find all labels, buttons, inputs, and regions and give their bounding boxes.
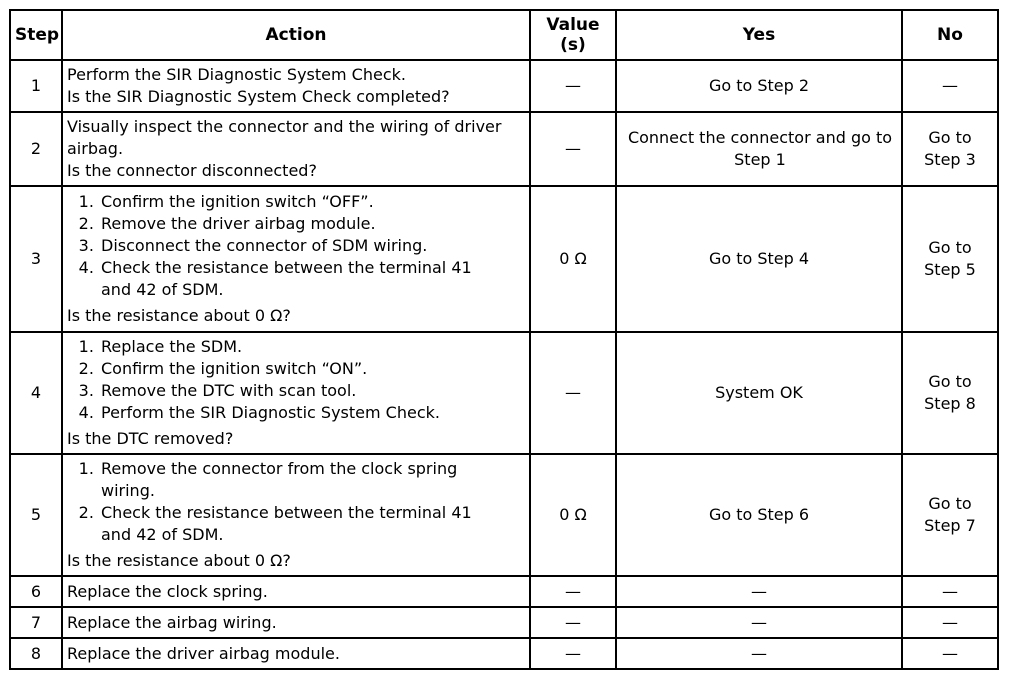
- header-step: Step: [10, 10, 62, 60]
- no-cell: [902, 454, 998, 576]
- no-text: Go to Step 3: [924, 128, 976, 169]
- action-steps-list: [67, 458, 525, 546]
- action-cell: Replace the airbag wiring.: [62, 607, 530, 638]
- value-cell: —: [530, 112, 616, 186]
- table-row: [10, 332, 998, 454]
- action-steps-list: [67, 336, 525, 424]
- value-cell: —: [530, 332, 616, 454]
- table-row: [10, 186, 998, 332]
- list-item: 3. Disconnect the connector of SDM wiring.: [99, 235, 525, 257]
- list-item: 4. Perform the SIR Diagnostic System Check.: [99, 402, 525, 424]
- action-steps-list: [67, 191, 525, 301]
- value-cell: —: [530, 638, 616, 669]
- no-cell: —: [902, 60, 998, 112]
- action-question: Is the DTC removed?: [67, 429, 234, 448]
- table-row: [10, 576, 998, 607]
- no-cell: —: [902, 638, 998, 669]
- no-text: Go to Step 7: [924, 494, 976, 535]
- step-number: 1: [10, 60, 62, 112]
- action-cell: [62, 186, 530, 332]
- step-number: 7: [10, 607, 62, 638]
- yes-cell: System OK: [616, 332, 902, 454]
- no-cell: [902, 186, 998, 332]
- value-cell: 0 Ω: [530, 454, 616, 576]
- step-number: 4: [10, 332, 62, 454]
- yes-cell: —: [616, 607, 902, 638]
- list-item: 2. Remove the driver airbag module.: [99, 213, 525, 235]
- yes-cell: Go to Step 6: [616, 454, 902, 576]
- step-number: 3: [10, 186, 62, 332]
- list-item: 1. Confirm the ignition switch “OFF”.: [99, 191, 525, 213]
- action-text: Visually inspect the connector and the wiring of driver airbag.: [67, 117, 502, 158]
- header-action: Action: [62, 10, 530, 60]
- yes-cell: [616, 112, 902, 186]
- list-item: 1. Remove the connector from the clock spring wiring.: [99, 458, 511, 502]
- action-question: Is the SIR Diagnostic System Check completed?: [67, 87, 450, 106]
- header-yes: Yes: [616, 10, 902, 60]
- yes-cell: Go to Step 4: [616, 186, 902, 332]
- no-text: Go to Step 5: [924, 238, 976, 279]
- no-cell: —: [902, 607, 998, 638]
- action-cell: [62, 60, 530, 112]
- list-item: 3. Remove the DTC with scan tool.: [99, 380, 525, 402]
- action-cell: Replace the clock spring.: [62, 576, 530, 607]
- action-question: Is the resistance about 0 Ω?: [67, 306, 291, 325]
- list-item: 2. Confirm the ignition switch “ON”.: [99, 358, 525, 380]
- action-cell: [62, 332, 530, 454]
- action-cell: [62, 454, 530, 576]
- yes-cell: —: [616, 638, 902, 669]
- list-item: 1. Replace the SDM.: [99, 336, 525, 358]
- action-question: Is the connector disconnected?: [67, 161, 317, 180]
- no-text: Go to Step 8: [924, 372, 976, 413]
- step-number: 8: [10, 638, 62, 669]
- yes-cell: —: [616, 576, 902, 607]
- header-value: [530, 10, 616, 60]
- action-text: Perform the SIR Diagnostic System Check.: [67, 65, 406, 84]
- value-cell: —: [530, 607, 616, 638]
- action-cell: [62, 112, 530, 186]
- list-item: 2. Check the resistance between the terminal 41 and 42 of SDM.: [99, 502, 491, 546]
- yes-text: Connect the connector and go to Step 1: [627, 128, 893, 169]
- table-header-row: [10, 10, 998, 60]
- step-number: 2: [10, 112, 62, 186]
- step-number: 5: [10, 454, 62, 576]
- list-item: 4. Check the resistance between the terminal 41 and 42 of SDM.: [99, 257, 491, 301]
- value-cell: 0 Ω: [530, 186, 616, 332]
- value-cell: —: [530, 576, 616, 607]
- table-row: [10, 112, 998, 186]
- diagnostic-table-container: [9, 9, 997, 671]
- header-no: No: [902, 10, 998, 60]
- table-row: [10, 454, 998, 576]
- no-cell: [902, 112, 998, 186]
- table-row: [10, 607, 998, 638]
- table-row: [10, 60, 998, 112]
- yes-cell: Go to Step 2: [616, 60, 902, 112]
- step-number: 6: [10, 576, 62, 607]
- diagnostic-table: [9, 9, 999, 670]
- no-cell: [902, 332, 998, 454]
- action-question: Is the resistance about 0 Ω?: [67, 551, 291, 570]
- value-cell: —: [530, 60, 616, 112]
- no-cell: —: [902, 576, 998, 607]
- action-cell: Replace the driver airbag module.: [62, 638, 530, 669]
- table-row: [10, 638, 998, 669]
- header-value-label: Value (s): [546, 15, 600, 55]
